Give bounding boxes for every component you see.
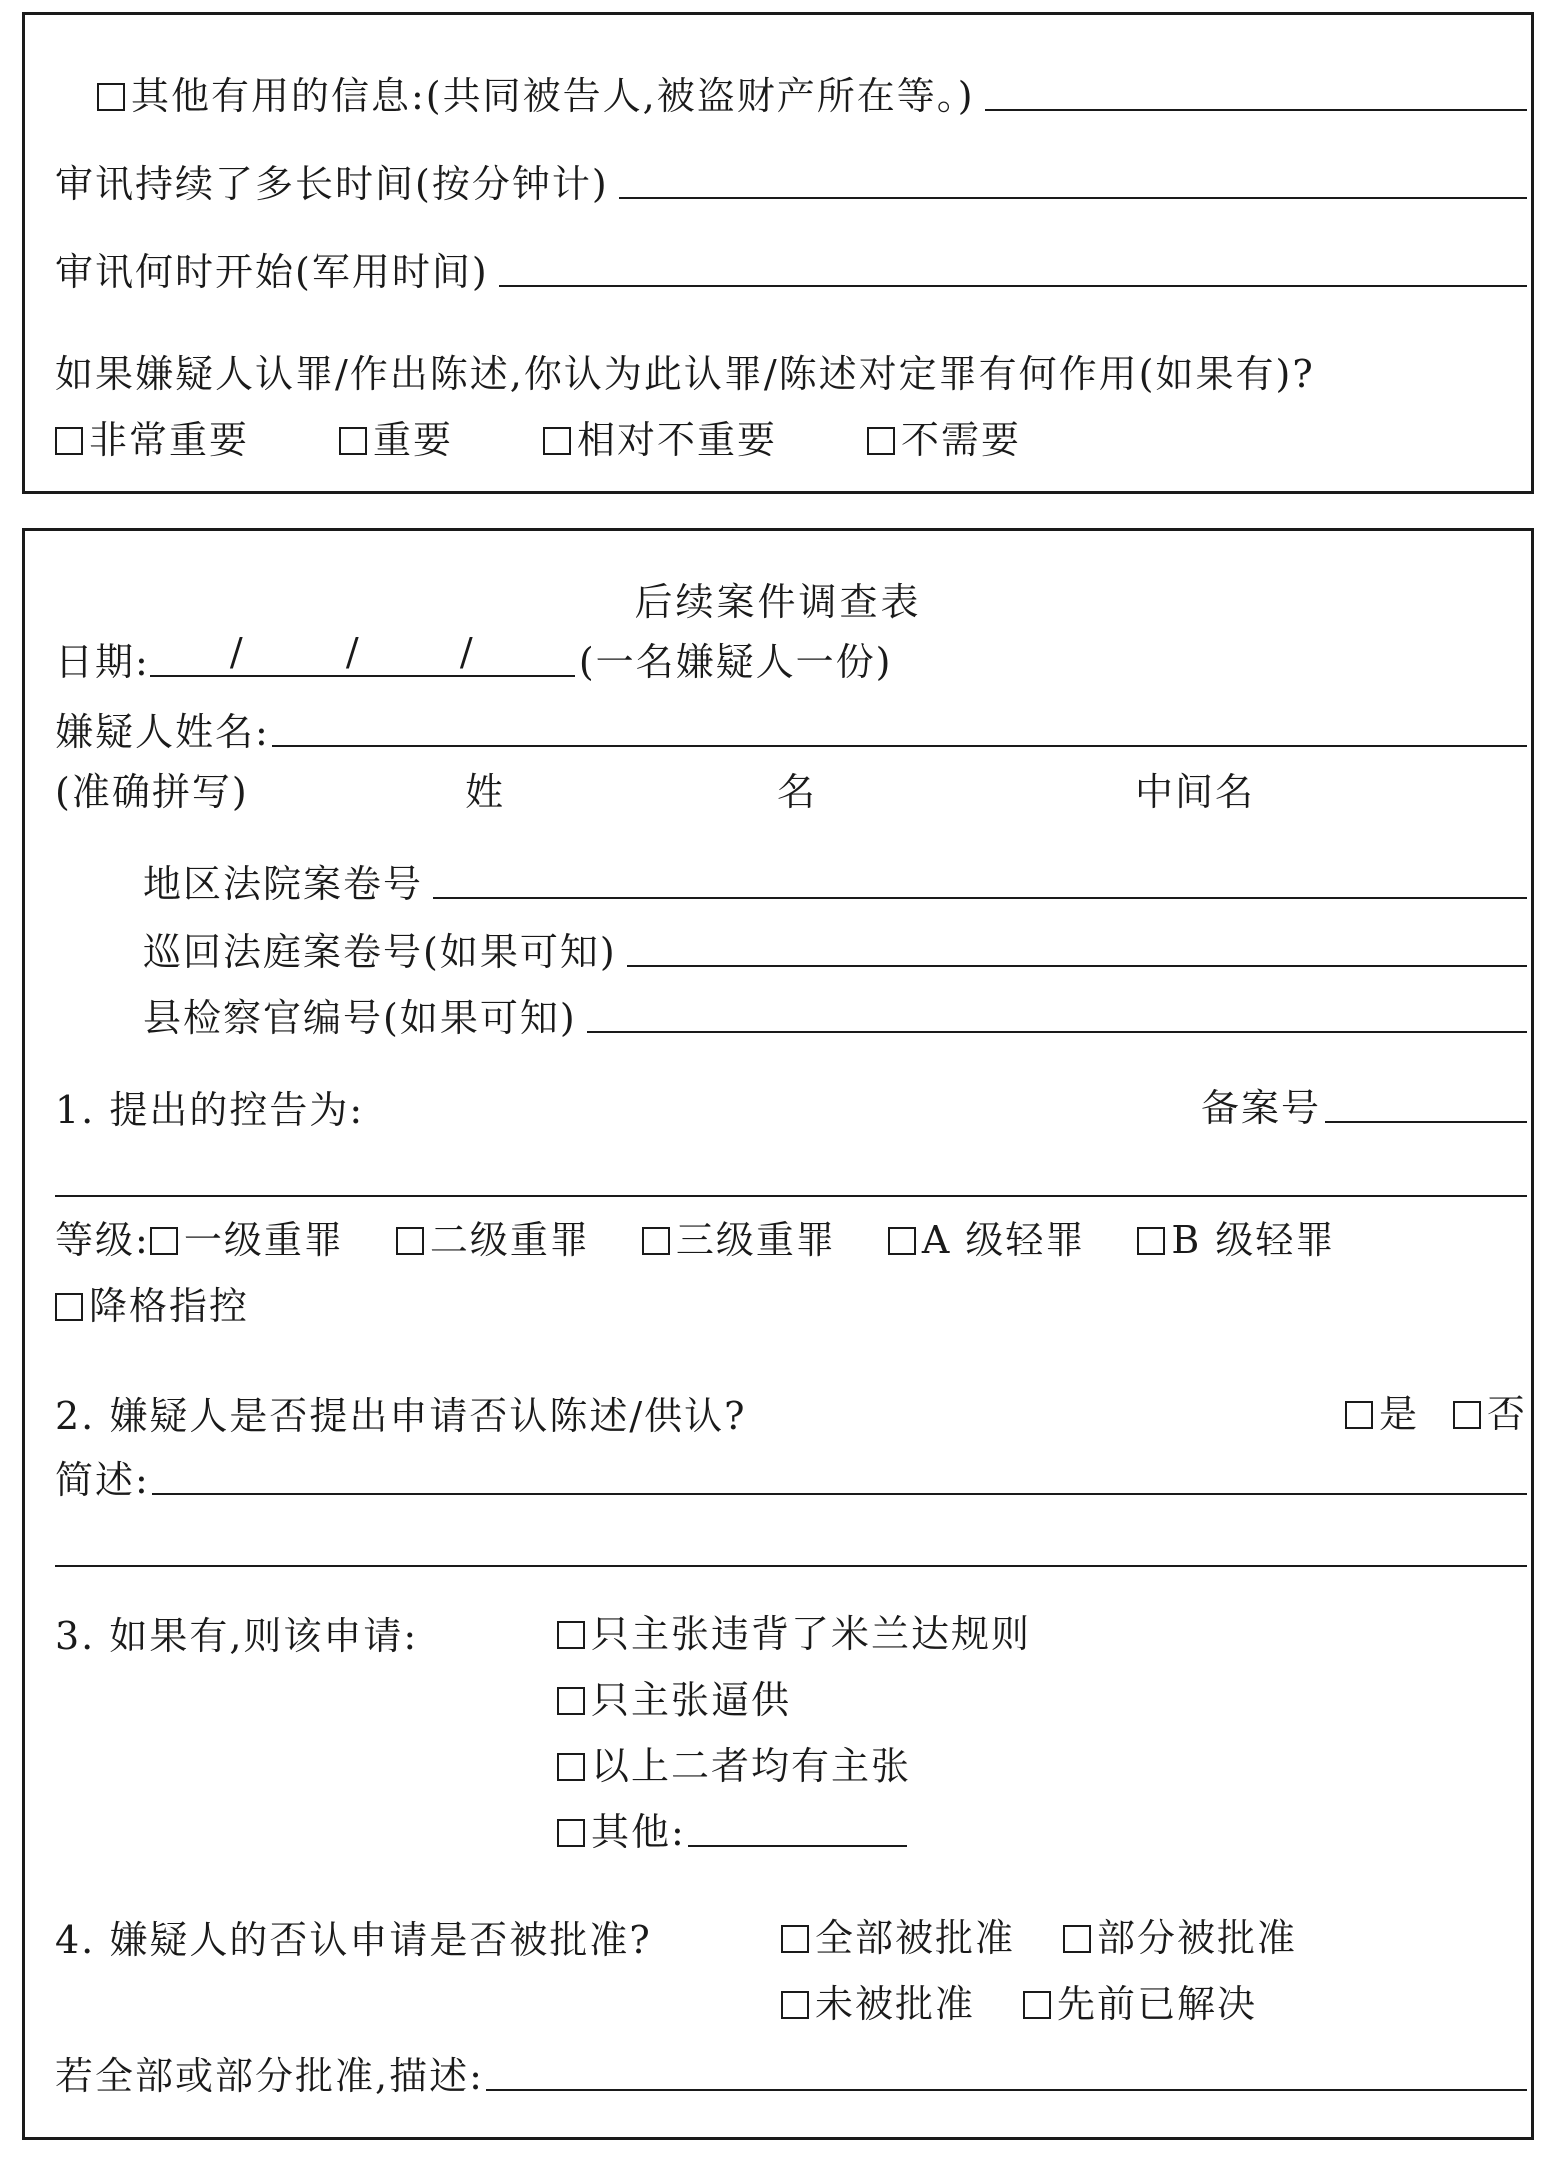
option-very-important[interactable]: 非常重要	[55, 421, 249, 459]
suspect-name-field[interactable]	[272, 745, 1527, 747]
checkbox[interactable]	[55, 1293, 83, 1321]
q2-label: 2. 嫌疑人是否提出申请否认陈述/供认?	[55, 1394, 747, 1438]
grade-b-misdemeanor[interactable]: B 级轻罪	[1137, 1221, 1335, 1259]
duration-label: 审讯持续了多长时间(按分钟计)	[55, 162, 609, 206]
prosecutor-field[interactable]	[587, 1031, 1527, 1033]
date-field[interactable]: / / /	[150, 635, 575, 677]
q4-fully-granted[interactable]: 全部被批准	[781, 1919, 1015, 1957]
confession-options	[55, 407, 1527, 462]
date-label: 日期:	[55, 640, 150, 684]
given-name-caption: 名	[777, 770, 818, 814]
other-info-row	[97, 63, 1527, 118]
q3-option-other	[557, 1799, 907, 1854]
checkbox[interactable]	[1345, 1401, 1373, 1429]
district-case-row	[143, 851, 1527, 906]
grade-second-degree-felony[interactable]: 二级重罪	[396, 1221, 590, 1259]
grade-first-degree-felony[interactable]: 一级重罪	[150, 1221, 344, 1259]
checkbox[interactable]	[867, 427, 895, 455]
describe-row	[55, 2043, 1527, 2098]
checkbox[interactable]	[150, 1227, 178, 1255]
record-number-label: 备案号	[1201, 1086, 1322, 1130]
form-title: 后续案件调查表	[634, 580, 922, 624]
q3-label: 3. 如果有,则该申请:	[55, 1614, 419, 1658]
interrogation-section	[22, 12, 1534, 494]
checkbox[interactable]	[1453, 1401, 1481, 1429]
checkbox[interactable]	[1023, 1991, 1051, 2019]
describe-label: 若全部或部分批准,描述:	[55, 2054, 484, 2098]
q2-options	[1287, 1381, 1527, 1436]
grade-row	[55, 1207, 1527, 1262]
checkbox[interactable]	[1063, 1925, 1091, 1953]
checkbox[interactable]	[339, 427, 367, 455]
option-not-needed[interactable]: 不需要	[867, 421, 1021, 459]
checkbox[interactable]	[557, 1621, 585, 1649]
other-info-checkbox[interactable]	[97, 83, 125, 111]
confession-question-row	[55, 341, 1527, 396]
checkbox[interactable]	[543, 427, 571, 455]
describe-field[interactable]	[486, 2089, 1527, 2091]
confession-question: 如果嫌疑人认罪/作出陈述,你认为此认罪/陈述对定罪有何作用(如果有)?	[55, 352, 1315, 396]
q3-coercion[interactable]: 只主张逼供	[557, 1681, 791, 1719]
followup-form	[22, 528, 1534, 2140]
charge-field[interactable]	[55, 1195, 1527, 1197]
grade-third-degree-felony[interactable]: 三级重罪	[642, 1221, 836, 1259]
prosecutor-label: 县检察官编号(如果可知)	[143, 996, 577, 1040]
brief-row	[55, 1447, 1527, 1502]
circuit-case-field[interactable]	[627, 965, 1527, 967]
district-case-field[interactable]	[433, 897, 1527, 899]
q3-other-field[interactable]	[688, 1845, 907, 1847]
date-row	[55, 629, 1527, 684]
q4-label: 4. 嫌疑人的否认申请是否被批准?	[55, 1918, 652, 1962]
date-note: (一名嫌疑人一份)	[578, 640, 893, 684]
q4-partially-granted[interactable]: 部分被批准	[1063, 1919, 1297, 1957]
q4-options-row-2	[781, 1971, 1527, 2026]
other-info-field[interactable]	[985, 109, 1527, 111]
spell-note: (准确拼写)	[55, 770, 249, 814]
q2-no[interactable]: 否	[1453, 1395, 1527, 1433]
brief-field[interactable]	[152, 1493, 1527, 1495]
brief-field-line-2[interactable]	[55, 1565, 1527, 1567]
grade-label: 等级:	[55, 1218, 150, 1262]
q3-both[interactable]: 以上二者均有主张	[557, 1747, 911, 1785]
middle-name-caption: 中间名	[1135, 770, 1256, 814]
checkbox[interactable]	[557, 1819, 585, 1847]
checkbox[interactable]	[888, 1227, 916, 1255]
record-number-field[interactable]	[1325, 1121, 1527, 1123]
checkbox[interactable]	[781, 1991, 809, 2019]
surname-caption: 姓	[465, 770, 506, 814]
q3-option-both	[557, 1733, 1357, 1788]
duration-field[interactable]	[619, 197, 1527, 199]
other-info-label: 其他有用的信息:(共同被告人,被盗财产所在等。)	[131, 74, 975, 118]
suspect-name-row	[55, 699, 1527, 754]
q4-previously-resolved[interactable]: 先前已解决	[1023, 1985, 1257, 2023]
brief-label: 简述:	[55, 1458, 150, 1502]
q1-label: 1. 提出的控告为:	[55, 1088, 365, 1132]
checkbox[interactable]	[1137, 1227, 1165, 1255]
grade-a-misdemeanor[interactable]: A 级轻罪	[888, 1221, 1086, 1259]
start-time-row	[55, 239, 1527, 294]
q3-option-coercion	[557, 1667, 1357, 1722]
downgrade-row	[55, 1273, 655, 1328]
checkbox[interactable]	[396, 1227, 424, 1255]
checkbox[interactable]	[781, 1925, 809, 1953]
q2-yes[interactable]: 是	[1345, 1395, 1419, 1433]
district-case-label: 地区法院案卷号	[143, 862, 424, 906]
checkbox[interactable]	[557, 1687, 585, 1715]
suspect-name-label: 嫌疑人姓名:	[55, 710, 270, 754]
q4-options-row-1	[781, 1905, 1527, 1960]
record-number-row	[1201, 1075, 1527, 1130]
option-not-very-important[interactable]: 相对不重要	[543, 421, 777, 459]
duration-row	[55, 151, 1527, 206]
grade-downgraded-charge[interactable]: 降格指控	[55, 1287, 249, 1325]
checkbox[interactable]	[557, 1753, 585, 1781]
q3-option-miranda	[557, 1601, 1357, 1656]
checkbox[interactable]	[642, 1227, 670, 1255]
q4-not-granted[interactable]: 未被批准	[781, 1985, 975, 2023]
circuit-case-row	[143, 919, 1527, 974]
start-time-field[interactable]	[499, 285, 1527, 287]
prosecutor-row	[143, 985, 1527, 1040]
option-important[interactable]: 重要	[339, 421, 453, 459]
checkbox[interactable]	[55, 427, 83, 455]
circuit-case-label: 巡回法庭案卷号(如果可知)	[143, 930, 617, 974]
q3-other[interactable]: 其他:	[557, 1813, 686, 1851]
q3-miranda[interactable]: 只主张违背了米兰达规则	[557, 1615, 1031, 1653]
start-time-label: 审讯何时开始(军用时间)	[55, 250, 489, 294]
